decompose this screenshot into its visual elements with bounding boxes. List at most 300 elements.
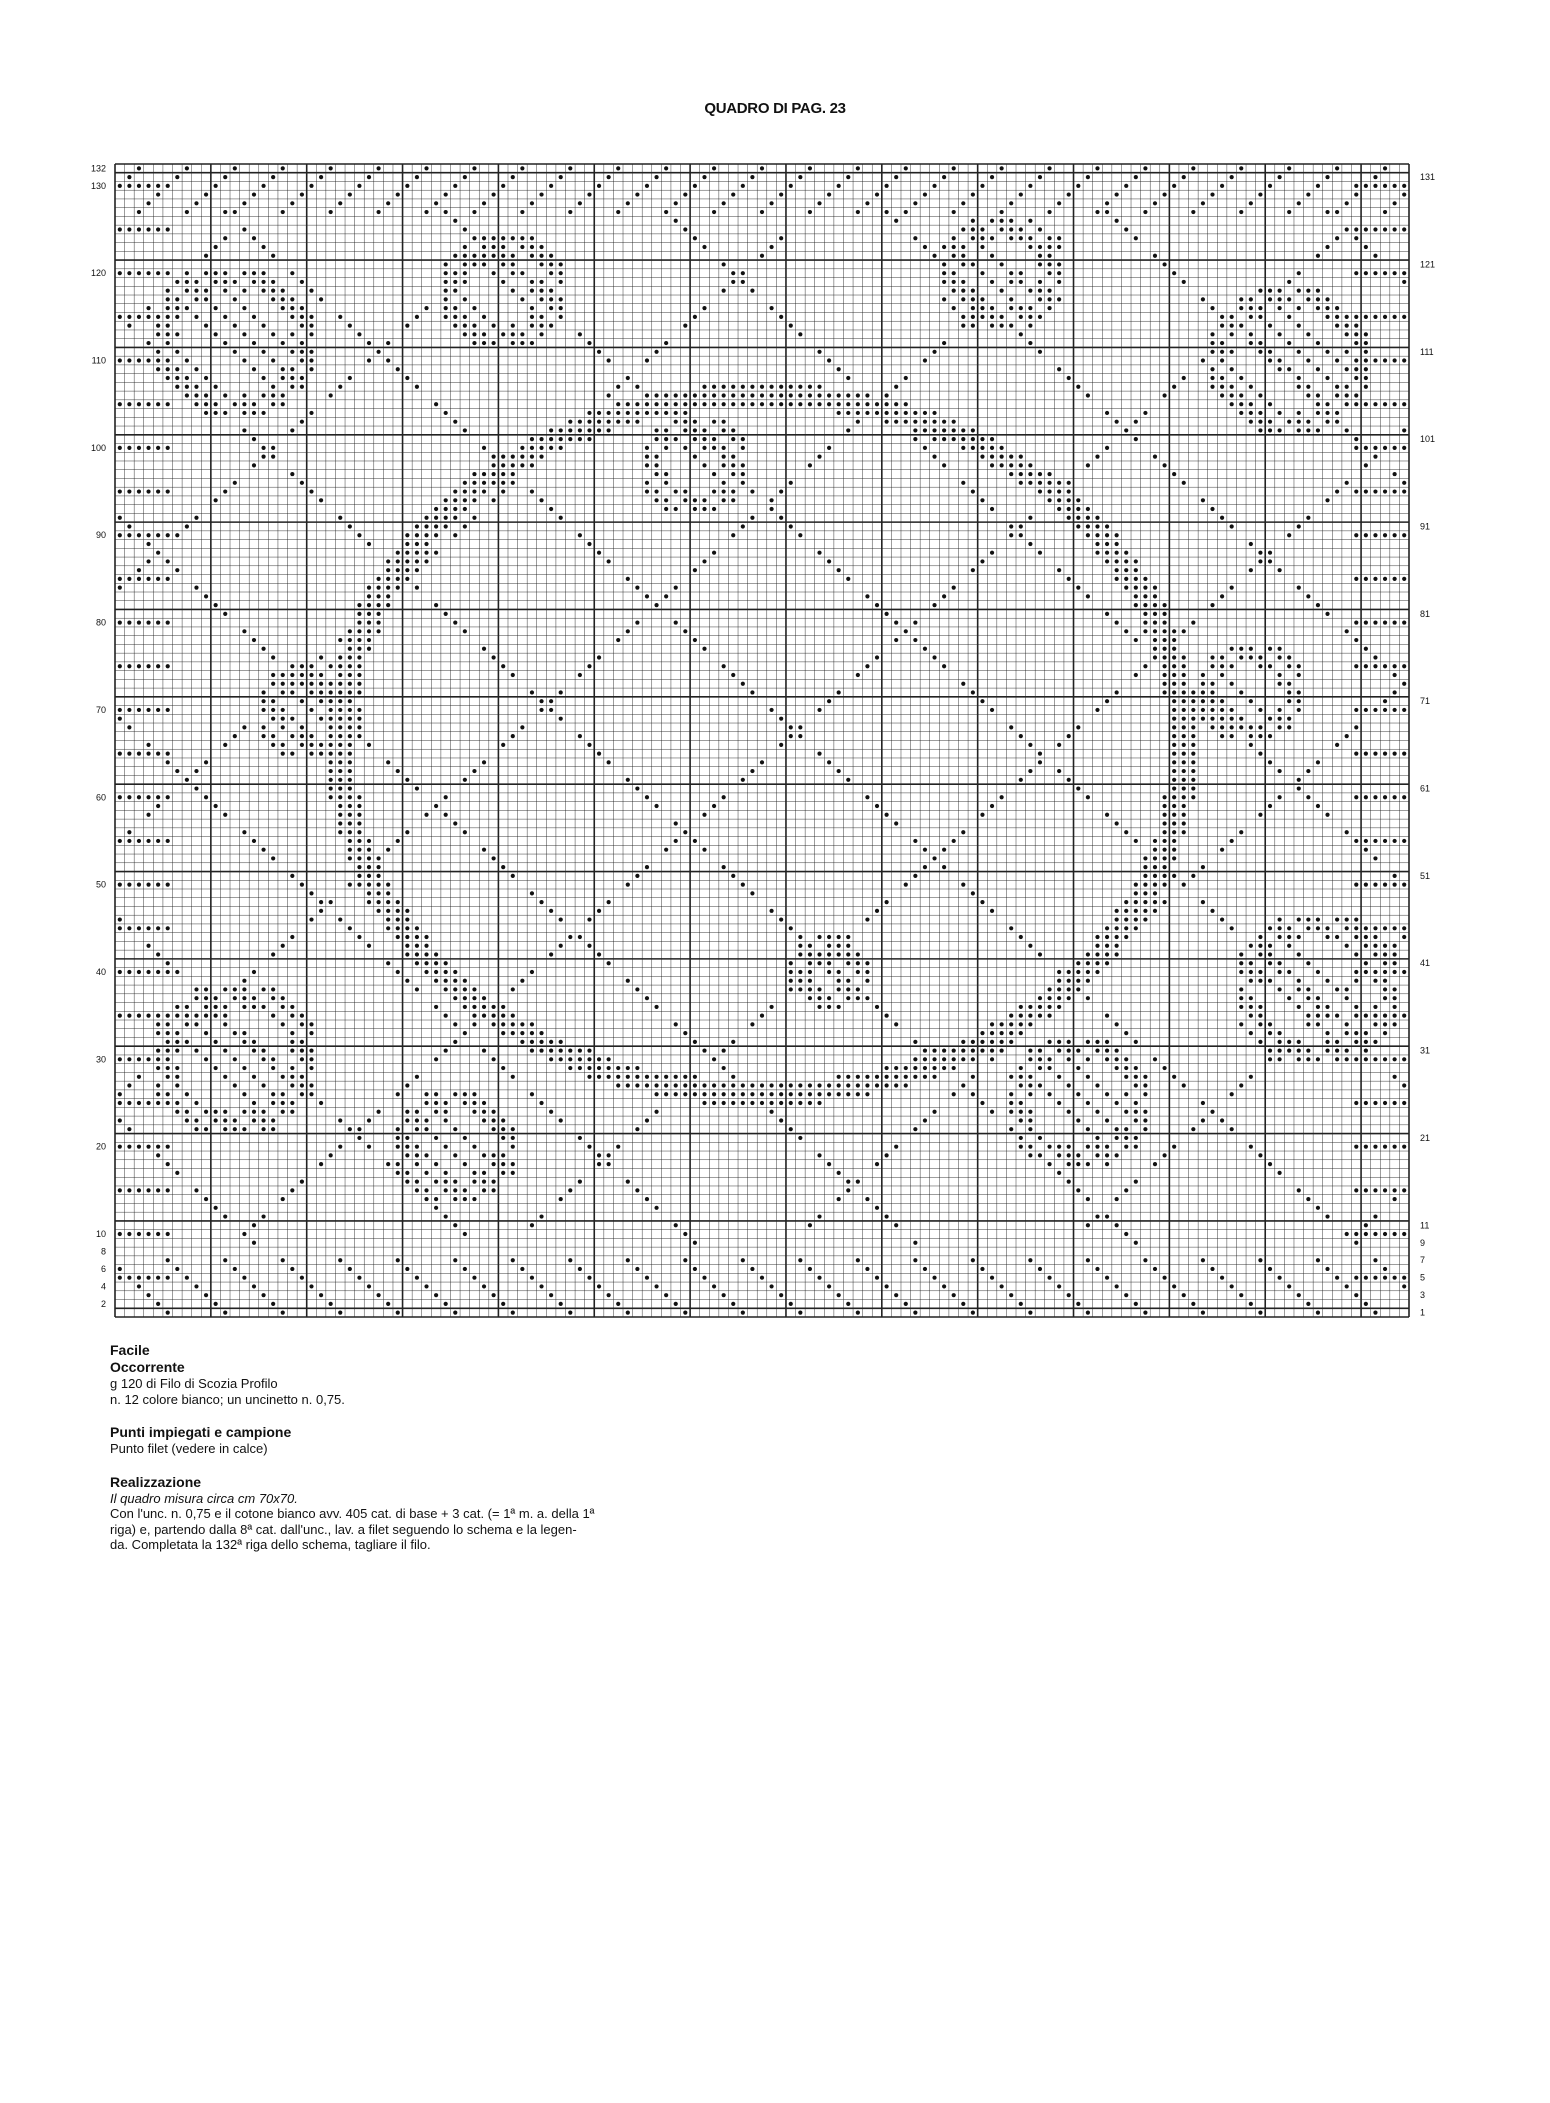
filet-dot <box>1220 516 1224 520</box>
filet-dot <box>942 463 946 467</box>
filet-dot <box>338 778 342 782</box>
filet-dot <box>1268 1022 1272 1026</box>
filet-dot <box>837 1293 841 1297</box>
filet-dot <box>846 411 850 415</box>
filet-dot <box>271 682 275 686</box>
filet-dot <box>1249 402 1253 406</box>
filet-dot <box>338 1145 342 1149</box>
filet-dot <box>1393 1057 1397 1061</box>
filet-dot <box>1268 944 1272 948</box>
filet-dot <box>693 236 697 240</box>
filet-dot <box>1402 481 1406 485</box>
filet-dot <box>779 315 783 319</box>
filet-dot <box>952 428 956 432</box>
filet-dot <box>875 603 879 607</box>
filet-dot <box>1278 673 1282 677</box>
filet-dot <box>463 987 467 991</box>
filet-dot <box>166 1162 170 1166</box>
filet-dot <box>702 306 706 310</box>
filet-dot <box>1162 655 1166 659</box>
filet-dot <box>904 1083 908 1087</box>
filet-dot <box>357 795 361 799</box>
filet-dot <box>674 1092 678 1096</box>
filet-dot <box>1393 926 1397 930</box>
filet-dot <box>386 917 390 921</box>
filet-dot <box>942 271 946 275</box>
filet-dot <box>1038 1048 1042 1052</box>
filet-dot <box>1402 1188 1406 1192</box>
filet-dot <box>559 315 563 319</box>
filet-dot <box>597 350 601 354</box>
filet-dot <box>424 961 428 965</box>
filet-dot <box>1373 402 1377 406</box>
filet-dot <box>952 271 956 275</box>
filet-dot <box>127 725 131 729</box>
filet-dot <box>798 402 802 406</box>
filet-dot <box>568 1048 572 1052</box>
filet-dot <box>511 1127 515 1131</box>
filet-dot <box>885 1284 889 1288</box>
filet-dot <box>204 1293 208 1297</box>
filet-dot <box>1373 926 1377 930</box>
filet-dot <box>722 489 726 493</box>
filet-dot <box>1191 1127 1195 1131</box>
filet-dot <box>1220 708 1224 712</box>
row-number-label: 70 <box>95 704 106 715</box>
filet-dot <box>300 192 304 196</box>
filet-dot <box>424 1092 428 1096</box>
filet-dot <box>1134 603 1138 607</box>
filet-dot <box>252 1075 256 1079</box>
filet-dot <box>980 1048 984 1052</box>
filet-dot <box>1364 961 1368 965</box>
filet-dot <box>1297 699 1301 703</box>
filet-dot <box>1402 1101 1406 1105</box>
filet-dot <box>846 1075 850 1079</box>
filet-dot <box>472 1092 476 1096</box>
filet-dot <box>549 428 553 432</box>
filet-dot <box>1172 699 1176 703</box>
filet-dot <box>1306 1048 1310 1052</box>
filet-dot <box>214 498 218 502</box>
filet-dot <box>674 1083 678 1087</box>
filet-dot <box>1182 830 1186 834</box>
filet-dot <box>444 271 448 275</box>
filet-dot <box>166 1276 170 1280</box>
filet-dot <box>482 245 486 249</box>
filet-dot <box>961 1048 965 1052</box>
filet-dot <box>1019 1302 1023 1306</box>
filet-dot <box>1162 682 1166 686</box>
filet-dot <box>1345 227 1349 231</box>
filet-dot <box>1249 979 1253 983</box>
filet-dot <box>789 393 793 397</box>
filet-dot <box>1287 210 1291 214</box>
filet-dot <box>1249 699 1253 703</box>
filet-dot <box>146 813 150 817</box>
filet-dot <box>472 332 476 336</box>
filet-dot <box>645 1083 649 1087</box>
filet-dot <box>463 262 467 266</box>
filet-dot <box>683 420 687 424</box>
filet-dot <box>175 376 179 380</box>
filet-dot <box>1402 402 1406 406</box>
filet-dot <box>798 1101 802 1105</box>
filet-dot <box>1316 1311 1320 1315</box>
filet-dot <box>1182 629 1186 633</box>
filet-dot <box>1172 856 1176 860</box>
filet-dot <box>453 1127 457 1131</box>
filet-dot <box>482 1101 486 1105</box>
filet-dot <box>166 1258 170 1262</box>
filet-dot <box>1278 647 1282 651</box>
filet-dot <box>146 970 150 974</box>
filet-dot <box>223 393 227 397</box>
filet-dot <box>1335 987 1339 991</box>
filet-dot <box>952 437 956 441</box>
filet-dot <box>156 446 160 450</box>
filet-dot <box>463 1197 467 1201</box>
filet-dot <box>856 402 860 406</box>
filet-dot <box>1095 516 1099 520</box>
filet-dot <box>166 446 170 450</box>
filet-dot <box>654 175 658 179</box>
filet-dot <box>568 428 572 432</box>
filet-dot <box>846 1302 850 1306</box>
filet-dot <box>396 839 400 843</box>
filet-dot <box>367 629 371 633</box>
filet-dot <box>1345 1031 1349 1035</box>
filet-dot <box>453 987 457 991</box>
filet-dot <box>444 987 448 991</box>
filet-dot <box>1364 935 1368 939</box>
filet-dot <box>539 708 543 712</box>
filet-dot <box>424 524 428 528</box>
filet-dot <box>1325 315 1329 319</box>
filet-dot <box>760 210 764 214</box>
filet-dot <box>252 1110 256 1114</box>
filet-dot <box>492 472 496 476</box>
filet-dot <box>271 1057 275 1061</box>
filet-dot <box>118 970 122 974</box>
filet-dot <box>539 699 543 703</box>
filet-dot <box>587 917 591 921</box>
filet-dot <box>1162 192 1166 196</box>
filet-dot <box>1172 786 1176 790</box>
filet-dot <box>961 254 965 258</box>
filet-dot <box>1009 280 1013 284</box>
filet-dot <box>300 1083 304 1087</box>
filet-dot <box>1057 507 1061 511</box>
filet-dot <box>827 393 831 397</box>
filet-dot <box>1364 647 1368 651</box>
filet-dot <box>482 254 486 258</box>
filet-dot <box>252 463 256 467</box>
filet-dot <box>261 280 265 284</box>
filet-dot <box>731 1092 735 1096</box>
filet-dot <box>1067 507 1071 511</box>
filet-dot <box>1364 350 1368 354</box>
filet-dot <box>290 1048 294 1052</box>
filet-dot <box>971 219 975 223</box>
filet-dot <box>837 1092 841 1096</box>
filet-dot <box>1258 952 1262 956</box>
filet-dot <box>166 1031 170 1035</box>
filet-dot <box>223 813 227 817</box>
filet-dot <box>348 734 352 738</box>
filet-dot <box>1009 306 1013 310</box>
filet-dot <box>1306 192 1310 196</box>
filet-dot <box>137 184 141 188</box>
filet-dot <box>913 420 917 424</box>
filet-dot <box>913 236 917 240</box>
filet-dot <box>175 280 179 284</box>
filet-dot <box>367 612 371 616</box>
filet-dot <box>837 1083 841 1087</box>
filet-dot <box>779 516 783 520</box>
filet-dot <box>261 289 265 293</box>
filet-dot <box>1364 341 1368 345</box>
chart-grid <box>115 164 1409 1317</box>
filet-dot <box>1028 1057 1032 1061</box>
filet-dot <box>300 1057 304 1061</box>
filet-dot <box>386 577 390 581</box>
filet-dot <box>1393 201 1397 205</box>
filet-dot <box>1162 839 1166 843</box>
filet-dot <box>559 297 563 301</box>
filet-dot <box>1345 332 1349 336</box>
filet-dot <box>683 629 687 633</box>
filet-dot <box>367 542 371 546</box>
filet-dot <box>817 1214 821 1218</box>
filet-dot <box>127 664 131 668</box>
filet-dot <box>166 883 170 887</box>
filet-dot <box>539 315 543 319</box>
filet-dot <box>1249 542 1253 546</box>
filet-dot <box>817 1083 821 1087</box>
filet-dot <box>559 262 563 266</box>
filet-dot <box>578 1048 582 1052</box>
filet-dot <box>1124 1075 1128 1079</box>
filet-dot <box>166 1232 170 1236</box>
filet-dot <box>137 358 141 362</box>
filet-dot <box>654 1110 658 1114</box>
filet-dot <box>1393 402 1397 406</box>
filet-dot <box>664 1293 668 1297</box>
filet-dot <box>750 769 754 773</box>
filet-dot <box>204 402 208 406</box>
filet-dot <box>156 367 160 371</box>
filet-dot <box>1345 987 1349 991</box>
filet-dot <box>1383 1276 1387 1280</box>
filet-dot <box>261 1057 265 1061</box>
row-number-label: 91 <box>1420 521 1431 532</box>
filet-dot <box>1162 620 1166 624</box>
filet-dot <box>1210 909 1214 913</box>
filet-dot <box>1278 568 1282 572</box>
filet-dot <box>214 1118 218 1122</box>
filet-dot <box>1095 551 1099 555</box>
filet-dot <box>453 970 457 974</box>
filet-dot <box>731 1040 735 1044</box>
filet-dot <box>338 743 342 747</box>
filet-dot <box>559 437 563 441</box>
filet-dot <box>309 367 313 371</box>
filet-dot <box>1364 1276 1368 1280</box>
filet-dot <box>137 227 141 231</box>
filet-dot <box>482 481 486 485</box>
filet-dot <box>1047 236 1051 240</box>
filet-dot <box>1009 1293 1013 1297</box>
filet-dot <box>271 1014 275 1018</box>
filet-dot <box>779 1118 783 1122</box>
filet-dot <box>1095 952 1099 956</box>
filet-dot <box>1364 227 1368 231</box>
row-number-label: 20 <box>95 1141 106 1152</box>
filet-dot <box>415 559 419 563</box>
filet-dot <box>329 900 333 904</box>
filet-dot <box>252 1101 256 1105</box>
filet-dot <box>348 725 352 729</box>
filet-dot <box>166 332 170 336</box>
filet-dot <box>223 743 227 747</box>
filet-dot <box>300 323 304 327</box>
filet-dot <box>1278 306 1282 310</box>
filet-dot <box>1268 1057 1272 1061</box>
filet-dot <box>146 1276 150 1280</box>
filet-dot <box>223 489 227 493</box>
filet-dot <box>712 1101 716 1105</box>
filet-dot <box>252 280 256 284</box>
filet-dot <box>156 804 160 808</box>
filet-dot <box>1191 690 1195 694</box>
filet-dot <box>1182 778 1186 782</box>
filet-dot <box>549 306 553 310</box>
filet-dot <box>1028 1127 1032 1131</box>
filet-dot <box>1287 682 1291 686</box>
filet-dot <box>501 184 505 188</box>
filet-dot <box>1402 682 1406 686</box>
filet-dot <box>1402 708 1406 712</box>
filet-dot <box>1373 1014 1377 1018</box>
filet-dot <box>453 979 457 983</box>
filet-dot <box>1383 1101 1387 1105</box>
filet-dot <box>741 446 745 450</box>
filet-dot <box>731 393 735 397</box>
filet-dot <box>1124 227 1128 231</box>
filet-dot <box>760 760 764 764</box>
filet-dot <box>827 760 831 764</box>
filet-dot <box>1268 402 1272 406</box>
filet-dot <box>1393 752 1397 756</box>
filet-dot <box>1105 1145 1109 1149</box>
filet-dot <box>1345 385 1349 389</box>
filet-dot <box>329 769 333 773</box>
filet-dot <box>980 1031 984 1035</box>
filet-dot <box>971 1258 975 1262</box>
filet-dot <box>1019 1101 1023 1105</box>
filet-dot <box>1124 1188 1128 1192</box>
filet-dot <box>309 184 313 188</box>
filet-dot <box>760 1092 764 1096</box>
filet-dot <box>731 437 735 441</box>
filet-dot <box>1067 489 1071 493</box>
filet-dot <box>1402 227 1406 231</box>
filet-dot <box>1325 612 1329 616</box>
filet-dot <box>1172 472 1176 476</box>
filet-dot <box>769 1083 773 1087</box>
filet-dot <box>146 795 150 799</box>
filet-dot <box>798 533 802 537</box>
filet-dot <box>424 1101 428 1105</box>
filet-dot <box>722 446 726 450</box>
filet-dot <box>1383 1031 1387 1035</box>
filet-dot <box>1287 699 1291 703</box>
filet-dot <box>1364 332 1368 336</box>
filet-dot <box>511 262 515 266</box>
filet-dot <box>175 1066 179 1070</box>
filet-dot <box>1268 961 1272 965</box>
filet-dot <box>789 385 793 389</box>
filet-dot <box>1009 1092 1013 1096</box>
row-number-label: 5 <box>1420 1272 1426 1283</box>
filet-dot <box>1393 970 1397 974</box>
filet-dot <box>348 926 352 930</box>
filet-dot <box>530 323 534 327</box>
filet-dot <box>1153 1057 1157 1061</box>
filet-dot <box>1373 839 1377 843</box>
filet-dot <box>952 210 956 214</box>
filet-dot <box>338 813 342 817</box>
filet-dot <box>492 192 496 196</box>
filet-dot <box>175 1171 179 1175</box>
filet-dot <box>789 1101 793 1105</box>
filet-dot <box>769 909 773 913</box>
filet-dot <box>1201 682 1205 686</box>
filet-dot <box>137 839 141 843</box>
filet-dot <box>223 1075 227 1079</box>
filet-dot <box>348 813 352 817</box>
filet-dot <box>242 306 246 310</box>
filet-dot <box>1067 1040 1071 1044</box>
filet-dot <box>242 332 246 336</box>
filet-dot <box>1239 961 1243 965</box>
filet-dot <box>559 1057 563 1061</box>
filet-dot <box>386 900 390 904</box>
row-number-label: 71 <box>1420 696 1431 707</box>
filet-dot <box>492 1162 496 1166</box>
filet-dot <box>769 1101 773 1105</box>
filet-dot <box>166 358 170 362</box>
filet-dot <box>1345 926 1349 930</box>
filet-dot <box>1172 682 1176 686</box>
filet-dot <box>952 306 956 310</box>
filet-dot <box>1028 944 1032 948</box>
filet-dot <box>242 1066 246 1070</box>
filet-dot <box>1220 917 1224 921</box>
filet-dot <box>501 1153 505 1157</box>
filet-dot <box>1191 778 1195 782</box>
filet-dot <box>367 839 371 843</box>
filet-dot <box>1373 935 1377 939</box>
filet-dot <box>156 358 160 362</box>
filet-dot <box>1268 297 1272 301</box>
filet-dot <box>376 909 380 913</box>
filet-dot <box>1067 734 1071 738</box>
filet-dot <box>894 219 898 223</box>
filet-dot <box>607 358 611 362</box>
filet-dot <box>1325 1267 1329 1271</box>
